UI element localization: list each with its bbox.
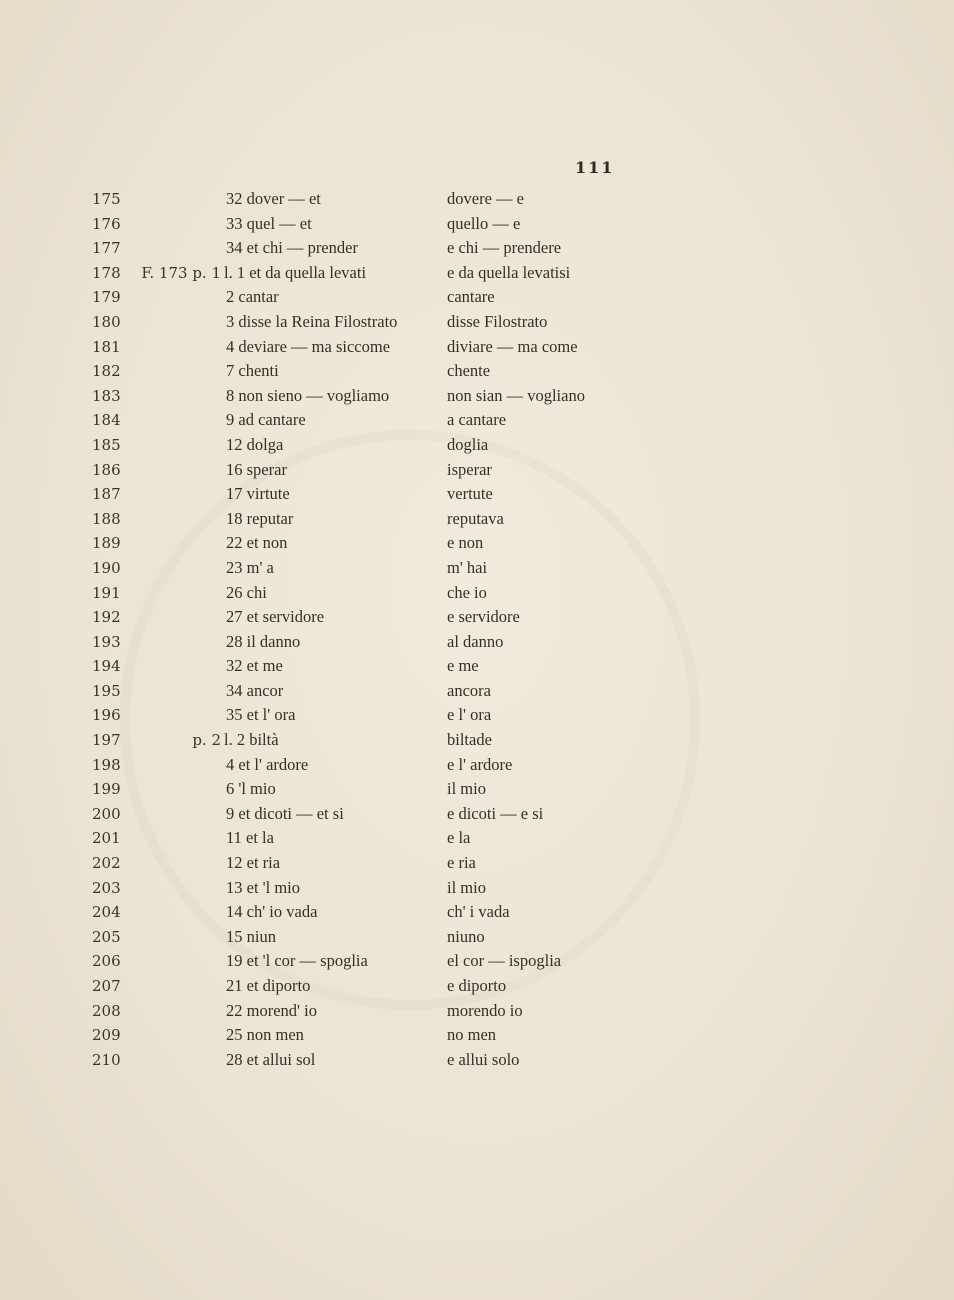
- entry-number: 198: [92, 755, 121, 774]
- entry-number: 208: [92, 1001, 121, 1020]
- corrected-reading: morendo io: [447, 1000, 523, 1020]
- errata-row: [0, 408, 954, 433]
- entry-number: 196: [92, 706, 121, 725]
- original-reading: 27 et servidore: [226, 607, 325, 627]
- corrected-reading: diviare — ma come: [447, 336, 578, 356]
- errata-row: [0, 728, 954, 753]
- errata-row: [0, 458, 954, 483]
- entry-number: 180: [92, 312, 121, 331]
- errata-row: [0, 507, 954, 532]
- corrected-reading: e allui solo: [447, 1049, 520, 1069]
- errata-row: [0, 900, 954, 925]
- corrected-reading: cantare: [447, 287, 495, 307]
- errata-row: [0, 925, 954, 950]
- original-reading: 9 et dicoti — et si: [226, 803, 344, 823]
- errata-row: [0, 974, 954, 999]
- original-reading: 4 et l' ardore: [226, 754, 309, 774]
- corrected-reading: e dicoti — e si: [447, 803, 544, 823]
- entry-number: 200: [92, 804, 121, 823]
- corrected-reading: e me: [447, 656, 479, 676]
- corrected-reading: e chi — prendere: [447, 238, 562, 258]
- corrected-reading: che io: [447, 582, 487, 602]
- errata-row: [0, 802, 954, 827]
- entry-number: 182: [92, 362, 121, 381]
- entry-number: 177: [92, 239, 121, 258]
- original-reading: 15 niun: [226, 926, 276, 946]
- entry-number: 181: [92, 337, 121, 356]
- original-reading: 9 ad cantare: [226, 410, 306, 430]
- original-reading: 22 morend' io: [226, 1000, 317, 1020]
- errata-row: [0, 556, 954, 581]
- entry-number: 206: [92, 952, 121, 971]
- corrected-reading: non sian — vogliano: [447, 385, 585, 405]
- corrected-reading: e l' ardore: [447, 754, 513, 774]
- entry-number: 201: [92, 829, 121, 848]
- corrected-reading: quello — e: [447, 213, 521, 233]
- corrected-reading: vertute: [447, 484, 493, 504]
- original-reading: 25 non men: [226, 1025, 304, 1045]
- entry-number: 179: [92, 288, 121, 307]
- original-reading: 12 et ria: [226, 853, 281, 873]
- errata-row: [0, 679, 954, 704]
- original-reading: l. 2 biltà: [224, 730, 279, 750]
- original-reading: 8 non sieno — vogliamo: [226, 385, 390, 405]
- entry-number: 209: [92, 1026, 121, 1045]
- corrected-reading: chente: [447, 361, 491, 381]
- original-reading: 3 disse la Reina Filostrato: [226, 311, 398, 331]
- entry-number: 210: [92, 1050, 121, 1069]
- entry-number: 186: [92, 460, 121, 479]
- errata-row: [0, 949, 954, 974]
- original-reading: 23 m' a: [226, 557, 274, 577]
- corrected-reading: il mio: [447, 877, 486, 897]
- original-reading: 34 et chi — prender: [226, 238, 358, 258]
- errata-row: [0, 851, 954, 876]
- errata-row: [0, 310, 954, 335]
- entry-number: 187: [92, 485, 121, 504]
- original-reading: 16 sperar: [226, 459, 287, 479]
- original-reading: 18 reputar: [226, 508, 294, 528]
- original-reading: 32 dover — et: [226, 189, 321, 208]
- original-reading: 11 et la: [226, 828, 274, 848]
- original-reading: l. 1 et da quella levati: [224, 262, 367, 282]
- errata-row: [0, 1023, 954, 1048]
- original-reading: 13 et 'l mio: [226, 877, 301, 897]
- errata-row: [0, 384, 954, 409]
- entry-number: 191: [92, 583, 121, 602]
- entry-number: 193: [92, 632, 121, 651]
- entry-number: 184: [92, 411, 121, 430]
- original-reading: 28 il danno: [226, 631, 301, 651]
- errata-row: [0, 753, 954, 778]
- errata-row: [0, 1048, 954, 1073]
- original-reading: 28 et allui sol: [226, 1049, 316, 1069]
- entry-number: 175: [92, 190, 121, 208]
- original-reading: 6 'l mio: [226, 779, 276, 799]
- original-reading: 32 et me: [226, 656, 283, 676]
- corrected-reading: dovere — e: [447, 189, 524, 208]
- corrected-reading: disse Filostrato: [447, 311, 548, 331]
- page-number: 111: [575, 158, 615, 177]
- corrected-reading: isperar: [447, 459, 492, 479]
- original-reading: 22 et non: [226, 533, 288, 553]
- entry-number: 205: [92, 927, 121, 946]
- errata-table: [0, 187, 954, 1072]
- original-reading: 26 chi: [226, 582, 267, 602]
- original-reading: 7 chenti: [226, 361, 279, 381]
- errata-row: [0, 236, 954, 261]
- corrected-reading: e diporto: [447, 976, 507, 995]
- corrected-reading: e non: [447, 533, 484, 553]
- corrected-reading: e da quella levatisi: [447, 262, 571, 282]
- corrected-reading: biltade: [447, 730, 492, 750]
- entry-number: 190: [92, 558, 121, 577]
- corrected-reading: el cor — ispoglia: [447, 951, 562, 971]
- entry-number: 189: [92, 534, 121, 553]
- errata-row: [0, 482, 954, 507]
- errata-row: [0, 826, 954, 851]
- original-reading: 17 virtute: [226, 484, 290, 504]
- corrected-reading: e servidore: [447, 607, 520, 627]
- original-reading: 35 et l' ora: [226, 705, 296, 725]
- corrected-reading: e l' ora: [447, 705, 492, 725]
- corrected-reading: niuno: [447, 926, 485, 946]
- original-reading: 19 et 'l cor — spoglia: [226, 951, 368, 971]
- entry-number: 207: [92, 977, 121, 995]
- errata-row: [0, 703, 954, 728]
- entry-number: 183: [92, 386, 121, 405]
- errata-row: [0, 359, 954, 384]
- corrected-reading: ch' i vada: [447, 902, 510, 922]
- entry-number: 178: [92, 263, 121, 282]
- entry-number: 195: [92, 681, 121, 700]
- errata-row: [0, 285, 954, 310]
- errata-row: [0, 433, 954, 458]
- corrected-reading: e la: [447, 828, 471, 848]
- corrected-reading: al danno: [447, 631, 504, 651]
- entry-number: 197: [92, 731, 121, 750]
- errata-row: [0, 531, 954, 556]
- page-reference: p. 2: [192, 731, 221, 750]
- entry-number: 188: [92, 509, 121, 528]
- page-reference: F. 173 p. 1: [141, 263, 221, 282]
- errata-row: [0, 777, 954, 802]
- corrected-reading: a cantare: [447, 410, 507, 430]
- corrected-reading: no men: [447, 1025, 497, 1045]
- errata-row: [0, 261, 954, 286]
- corrected-reading: doglia: [447, 434, 489, 454]
- errata-row: [0, 335, 954, 360]
- original-reading: 4 deviare — ma siccome: [226, 336, 391, 356]
- entry-number: 176: [92, 214, 121, 233]
- entry-number: 199: [92, 780, 121, 799]
- errata-row: [0, 212, 954, 237]
- errata-row: [0, 876, 954, 901]
- entry-number: 204: [92, 903, 121, 922]
- errata-row: [0, 187, 954, 212]
- corrected-reading: il mio: [447, 779, 486, 799]
- entry-number: 185: [92, 435, 121, 454]
- corrected-reading: reputava: [447, 508, 504, 528]
- original-reading: 12 dolga: [226, 434, 284, 454]
- entry-number: 202: [92, 854, 121, 873]
- corrected-reading: ancora: [447, 680, 491, 700]
- entry-number: 194: [92, 657, 121, 676]
- original-reading: 33 quel — et: [226, 213, 312, 233]
- original-reading: 34 ancor: [226, 680, 284, 700]
- errata-row: [0, 630, 954, 655]
- errata-row: [0, 654, 954, 679]
- entry-number: 192: [92, 608, 121, 627]
- errata-row: [0, 581, 954, 606]
- errata-row: [0, 605, 954, 630]
- original-reading: 21 et diporto: [226, 976, 311, 995]
- corrected-reading: m' hai: [447, 557, 488, 577]
- original-reading: 2 cantar: [226, 287, 279, 307]
- errata-row: [0, 999, 954, 1024]
- entry-number: 203: [92, 878, 121, 897]
- original-reading: 14 ch' io vada: [226, 902, 318, 922]
- corrected-reading: e ria: [447, 853, 476, 873]
